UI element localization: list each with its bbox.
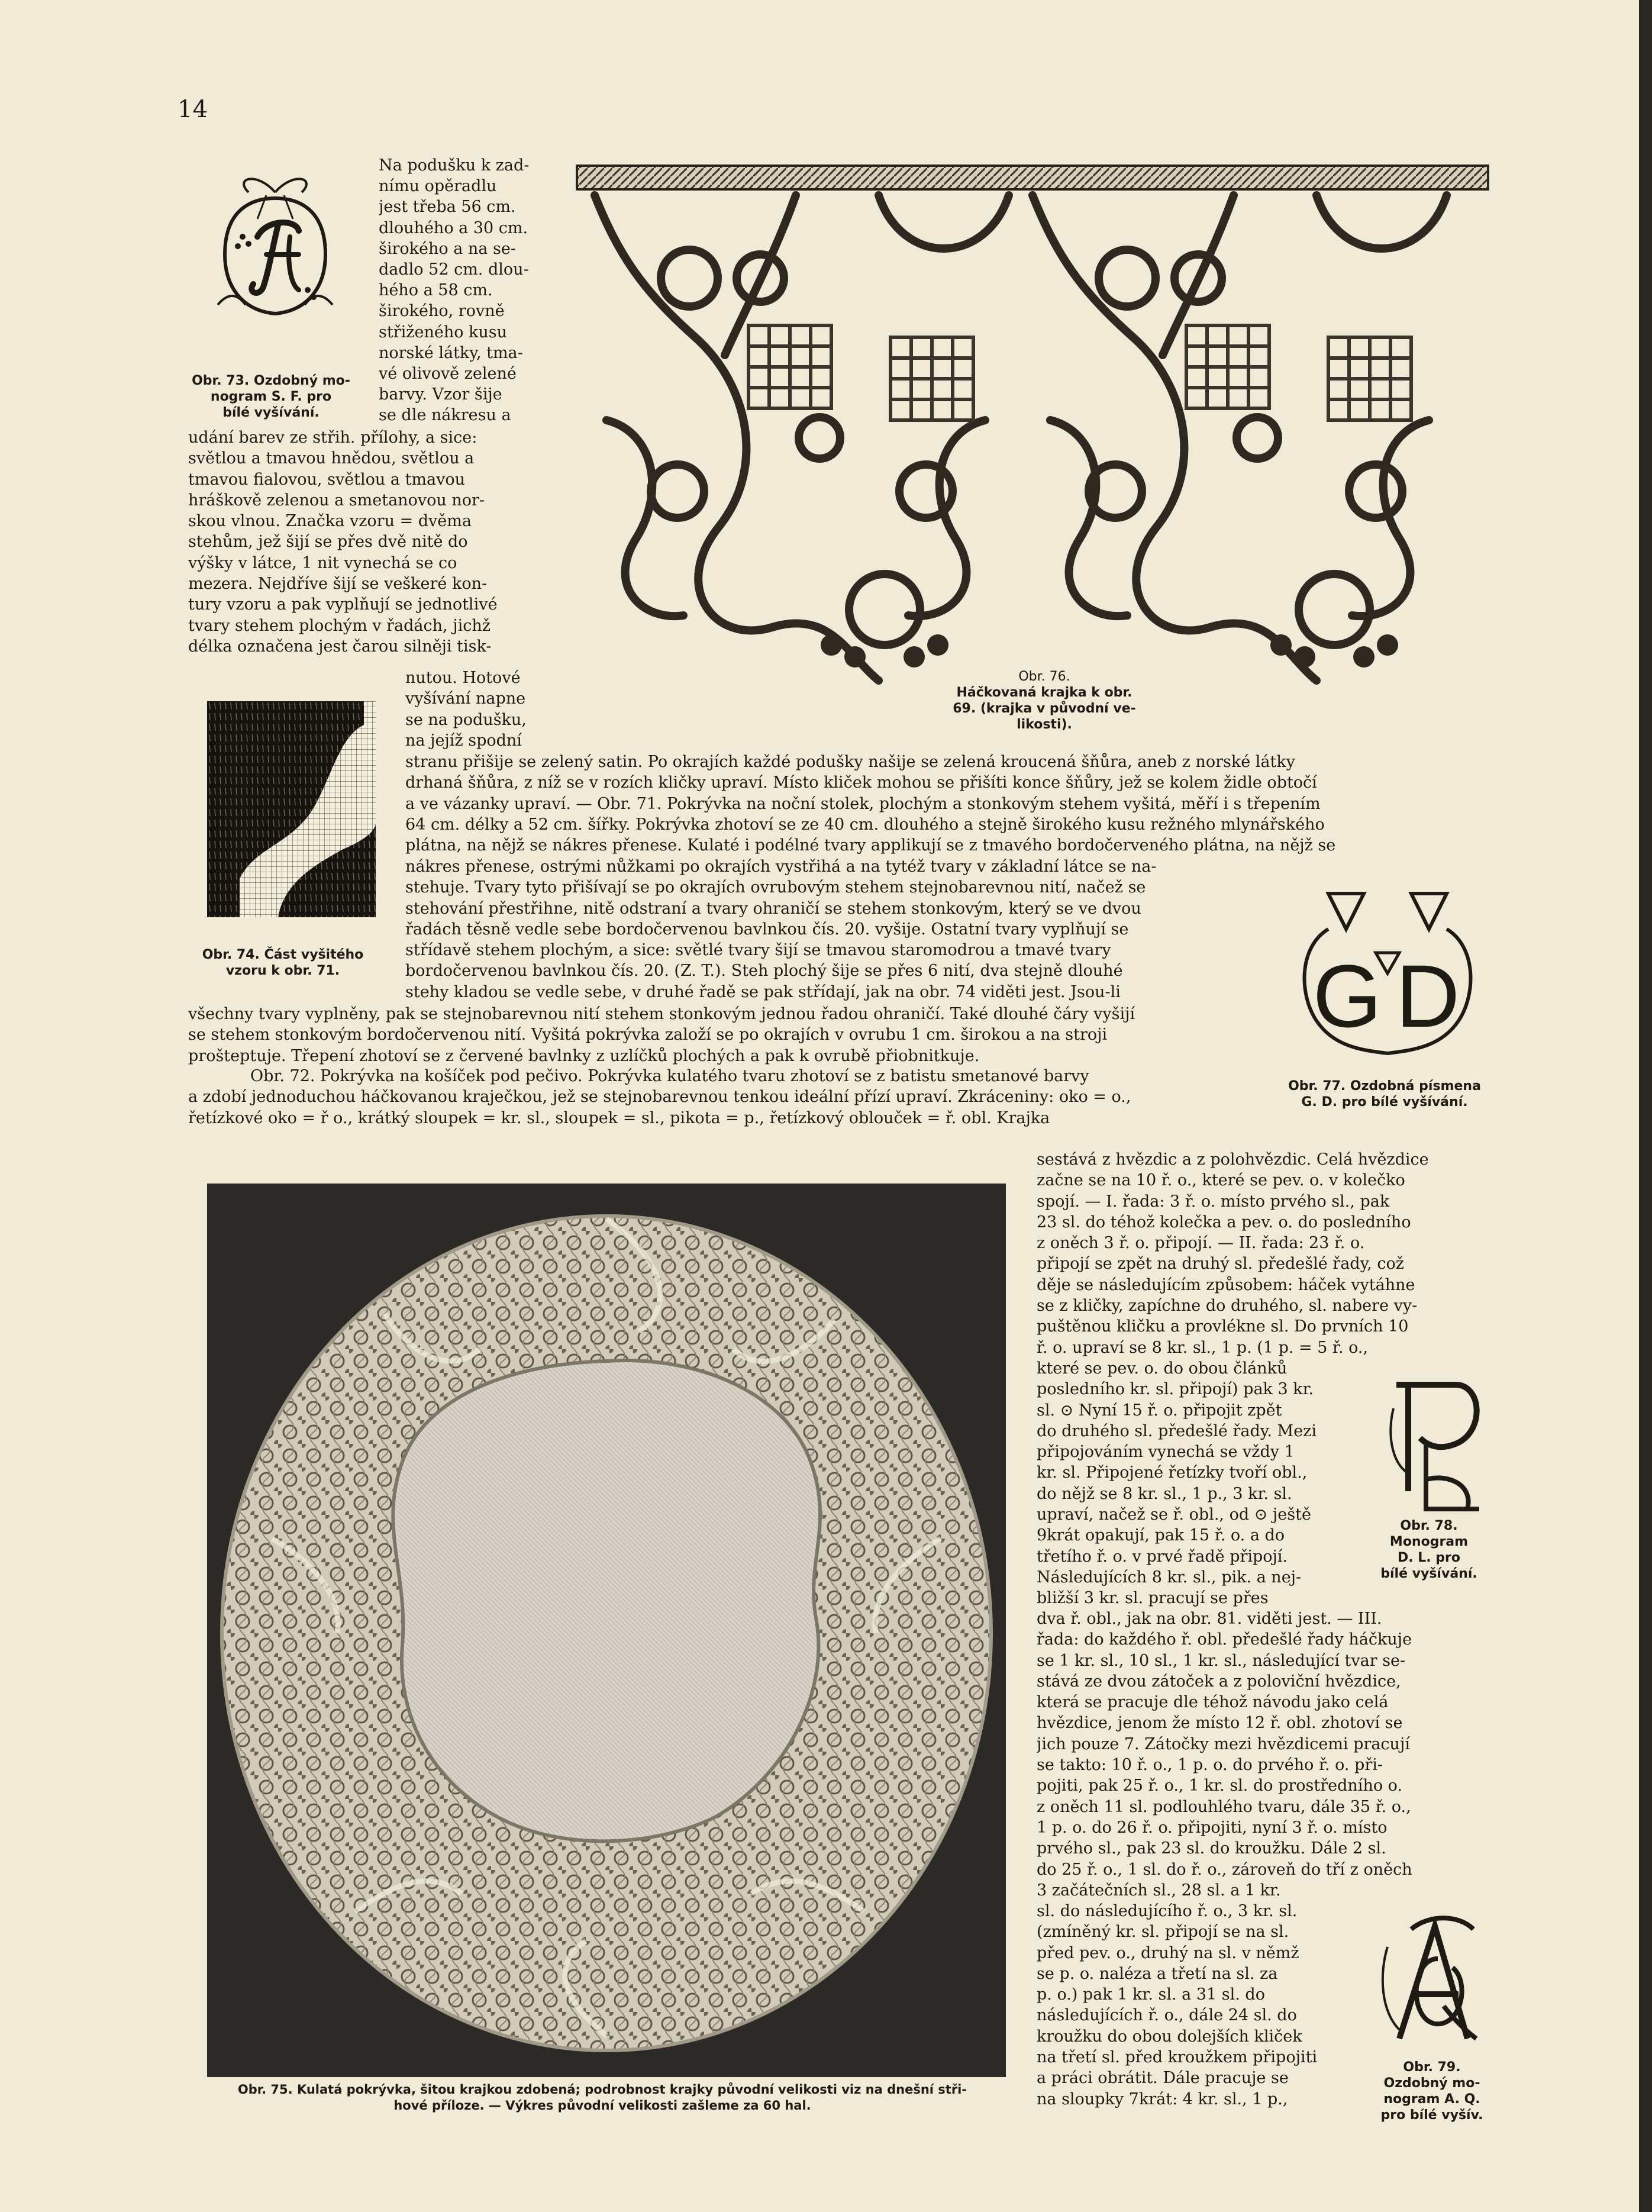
text-line: stává ze dvou zátoček a z poloviční hvězdice, [1037, 1672, 1401, 1691]
text-line: a zdobí jednoduchou háčkovanou kraječkou, jež se stejnobarevnou tenkou ideální přízí upraví. Zkráceniny: oko = o., [188, 1088, 1131, 1107]
text-line: upraví, načež se ř. obl., od ⊙ ještě [1037, 1505, 1311, 1524]
caption-line: Obr. 78. [1400, 1518, 1458, 1533]
caption-line: Obr. 77. Ozdobná písmena [1288, 1079, 1481, 1094]
caption-line: Obr. 73. Ozdobný mo- [192, 373, 350, 388]
text-line: hvězdice, jenom že místo 12 ř. obl. zhotoví se [1037, 1714, 1403, 1733]
text-line: jest třeba 56 cm. [379, 198, 516, 217]
fig74-caption [194, 947, 372, 979]
text-block-mid-a [405, 856, 1263, 1002]
text-line: se takto: 10 ř. o., 1 p. o. do prvého ř. o. při- [1037, 1756, 1383, 1775]
text-line: hého a 58 cm. [379, 281, 493, 300]
text-line: 3 začátečních sl., 28 sl. a 1 kr. [1037, 1881, 1281, 1900]
text-column-r3 [1037, 1608, 1486, 1901]
text-line: dadlo 52 cm. dlou- [379, 260, 529, 279]
text-line: puštěnou kličku a provlékne sl. Do prvních 10 [1037, 1317, 1409, 1336]
text-line: udání barev ze střih. přílohy, a sice: [188, 428, 477, 447]
fig78-caption [1367, 1518, 1491, 1582]
fig77-caption [1284, 1078, 1485, 1110]
text-line: a práci obrátit. Dále pracuje se [1037, 2069, 1289, 2088]
caption-line: Obr. 74. Část vyšitého [202, 947, 364, 962]
caption-line: G. D. pro bílé vyšívání. [1301, 1095, 1468, 1110]
text-line: širokého, rovně [379, 302, 505, 321]
fig75-caption [188, 2082, 1017, 2114]
text-line: následujících ř. o., dále 24 sl. do [1037, 2006, 1297, 2025]
text-line: tmavou fialovou, světlou a tmavou [188, 470, 466, 489]
text-column-r2 [1037, 1358, 1359, 1609]
text-column-a [379, 155, 535, 426]
text-line: se dle nákresu a [379, 406, 511, 425]
text-line: prošteptuje. Třepení zhotoví se z červené bavlnky z uzlíčků plochých a pak k ovrubě přiobnitkuje. [188, 1046, 980, 1065]
text-line: stehuje. Tvary tyto přišívají se po okrajích ovrubovým stehem stejnobarevnou nití, načež se [405, 878, 1146, 897]
text-line: Následujících 8 kr. sl., pik. a nej- [1037, 1568, 1302, 1587]
gd-letter: D [1395, 946, 1460, 1046]
text-line: mezera. Nejdříve šijí se veškeré kon- [188, 575, 488, 594]
text-column-r4 [1037, 1901, 1356, 2110]
text-line: jich pouze 7. Zátočky mezi hvězdicemi pracují [1037, 1734, 1410, 1753]
fig73-caption [188, 373, 354, 421]
text-line: 1 p. o. do 26 ř. o. připojiti, nyní 3 ř. o. místo [1037, 1818, 1388, 1837]
page-number: 14 [178, 96, 208, 123]
caption-line: Obr. 76. [1018, 669, 1070, 684]
text-line: střiženého kusu [379, 323, 508, 341]
text-line: se stehem stonkovým bordočervenou nití. Vyšitá pokrývka založí se po okrajích v ovrubu 1 cm. širokou a na stroji [188, 1026, 1108, 1044]
text-line: stehování přestřihne, nitě odstraní a tvary ohraničí se stehem stonkovým, který se ve dvou [405, 899, 1141, 918]
text-line: kr. sl. Připojené řetízky tvoří obl., [1037, 1463, 1308, 1482]
text-line: a ve vázanky upraví. — Obr. 71. Pokrývka na noční stolek, plochým a stonkovým stehem vyšitá, měří i s třepením [405, 794, 1321, 813]
caption-line: nogram A. Q. [1383, 2092, 1480, 2107]
text-line: na sloupky 7krát: 4 kr. sl., 1 p., [1037, 2090, 1288, 2108]
text-line: skou vlnou. Značka vzoru = dvěma [188, 512, 472, 531]
text-line: stranu přišije se zelený satin. Po okrajích každé podušky našije se zelená kroucená šňůra, aneb z norské látky [405, 753, 1295, 771]
text-line: plátna, na nějž se nákres přenese. Kulaté i podélné tvary applikují se z tmavého bordočerveného plátna, na nějž se [405, 836, 1336, 855]
text-line: stehům, jež šijí se přes dvě nitě do [188, 533, 468, 552]
text-line: sl. ⊙ Nyní 15 ř. o. připojit zpět [1037, 1401, 1282, 1420]
text-line: která se pracuje dle téhož návodu jako celá [1037, 1693, 1389, 1712]
text-line: z oněch 11 sl. podlouhlého tvaru, dále 35 ř. o., [1037, 1797, 1411, 1816]
fig78-monogram-dl [1385, 1373, 1491, 1515]
text-line: 64 cm. délky a 52 cm. šířky. Pokrývka zhotoví se ze 40 cm. dlouhého a stejně širokého kusu režného mlynářského [405, 815, 1325, 834]
text-line: Na podušku k zad- [379, 156, 530, 175]
text-block-full-b [188, 1004, 1262, 1066]
text-line: řadách těsně vedle sebe bordočervenou bavlnkou čís. 20. vyšije. Ostatní tvary vyplňují se [405, 920, 1129, 939]
text-line: p. o.) pak 1 kr. sl. a 31 sl. do [1037, 1985, 1265, 2004]
caption-line: Monogram [1389, 1534, 1469, 1549]
fig73-monogram-sf [201, 166, 349, 331]
text-line: dva ř. obl., jak na obr. 81. viděti jest. — III. [1037, 1610, 1382, 1628]
text-column-b [188, 427, 537, 657]
fig74-embroidery-detail [207, 701, 376, 917]
text-line: drhaná šňůra, z níž se v rozích kličky upraví. Místo kliček mohou se přišíti konce šňůry, jež se kolem židle obtočí [405, 773, 1317, 792]
fig76-caption [935, 669, 1154, 733]
text-line: děje se následujícím způsobem: háček vytáhne [1037, 1275, 1415, 1294]
text-line: všechny tvary vyplněny, pak se stejnobarevnou nití stehem stonkovým jednou řadou ohraničí. Také dlouhé čáry vyšijí [188, 1005, 1135, 1023]
caption-line: pro bílé vyšív. [1380, 2108, 1483, 2123]
text-line: připojí se zpět na druhý sl. předešlé řady, což [1037, 1255, 1405, 1273]
text-line: bližší 3 kr. sl. pracují se přes [1037, 1589, 1269, 1608]
text-line: začne se na 10 ř. o., které se pev. o. v kolečko [1037, 1171, 1405, 1190]
fig79-monogram-aq [1376, 1911, 1491, 2050]
text-line: nímu opěradlu [379, 177, 497, 196]
text-line: třetího ř. o. v prvé řadě připojí. [1037, 1547, 1288, 1566]
fig75-round-lace-cover [207, 1184, 1006, 2077]
text-line: prvého sl., pak 23 sl. do kroužku. Dále 2 sl. [1037, 1839, 1386, 1858]
text-line: ř. o. upraví se 8 kr. sl., 1 p. (1 p. = 5 ř. o., [1037, 1338, 1369, 1357]
caption-line: bílé vyšívání. [1380, 1566, 1477, 1581]
caption-line: D. L. pro [1397, 1550, 1461, 1565]
text-line: střídavě stehem plochým, a sice: světlé tvary šijí se tmavou staromodrou a tmavé tvary [405, 941, 1111, 960]
caption-line: 69. (krajka v původní ve- [953, 701, 1136, 716]
text-column-c [405, 668, 550, 751]
text-line: na jejíž spodní [405, 731, 522, 750]
text-line: vé olivově zelené [379, 365, 517, 383]
text-line: sestává z hvězdic a z polohvězdic. Celá hvězdice [1037, 1150, 1429, 1169]
text-line: se na podušku, [405, 710, 527, 729]
fig77-letters-gd [1293, 876, 1482, 1071]
text-line: výšky v látce, 1 nit vynechá se co [188, 553, 457, 572]
text-line: se z kličky, zapíchne do druhého, sl. nabere vy- [1037, 1297, 1418, 1315]
text-block-full-a [405, 752, 1482, 856]
text-line: širokého a na se- [379, 239, 516, 258]
caption-line: bílé vyšívání. [222, 405, 320, 420]
text-line: barvy. Vzor šije [379, 385, 502, 404]
text-line: dlouhého a 30 cm. [379, 218, 528, 237]
page-edge-shadow [1639, 0, 1652, 2212]
caption-line: Obr. 75. Kulatá pokrývka, šitou krajkou zdobená; podrobnost krajky původní velikosti viz na dnešní stři- [237, 2082, 967, 2097]
text-line: délka označena jest čarou silněji tisk- [188, 637, 492, 656]
text-line: posledního kr. sl. připojí) pak 3 kr. [1037, 1380, 1314, 1399]
text-line: které se pev. o. do obou článků [1037, 1359, 1288, 1378]
text-line: do 25 ř. o., 1 sl. do ř. o., zároveň do tří z oněch [1037, 1860, 1412, 1879]
text-line: kroužku do obou dolejších kliček [1037, 2027, 1302, 2046]
text-line: sl. do následujícího ř. o., 3 kr. sl. [1037, 1902, 1298, 1920]
text-line: před pev. o., druhý na sl. v němž [1037, 1943, 1299, 1962]
text-line: nutou. Hotové [405, 669, 521, 687]
text-line: pojiti, pak 25 ř. o., 1 kr. sl. do prostředního o. [1037, 1776, 1403, 1795]
text-line: řetízkové oko = ř o., krátký sloupek = kr. sl., sloupek = sl., pikota = p., řetízkový oblouček = ř. obl. Krajka [188, 1108, 1050, 1127]
text-block-full-c [188, 1066, 1262, 1128]
text-line: bordočervenou bavlnkou čís. 20. (Z. T.). Steh plochý šije se přes 6 nití, dva stejně dlouhé [405, 962, 1123, 981]
text-line: 23 sl. do téhož kolečka a pev. o. do posledního [1037, 1213, 1411, 1231]
text-line: z oněch 3 ř. o. připojí. — II. řada: 23 ř. o. [1037, 1234, 1365, 1253]
text-line: tvary stehem plochým v řadách, jichž [188, 616, 491, 635]
text-line: do nějž se 8 kr. sl., 1 p., 3 kr. sl. [1037, 1484, 1292, 1503]
text-line: tury vzoru a pak vyplňují se jednotlivé [188, 595, 498, 614]
fig79-caption [1370, 2059, 1494, 2123]
text-line: Obr. 72. Pokrývka na košíček pod pečivo. Pokrývka kulatého tvaru zhotoví se z batistu smetanové barvy [250, 1067, 1089, 1085]
caption-line: Obr. 79. [1403, 2060, 1461, 2075]
text-line: se 1 kr. sl., 10 sl., 1 kr. sl., následující tvar se- [1037, 1651, 1406, 1670]
text-line: spojí. — I. řada: 3 ř. o. místo prvého sl., pak [1037, 1192, 1390, 1211]
text-line: (zmíněný kr. sl. připojí se na sl. [1037, 1923, 1289, 1942]
caption-line: vzoru k obr. 71. [225, 963, 340, 978]
text-line: se p. o. naléza a třetí na sl. za [1037, 1964, 1278, 1983]
text-line: 9krát opakují, pak 15 ř. o. a do [1037, 1526, 1285, 1545]
text-line: do druhého sl. předešlé řady. Mezi [1037, 1421, 1317, 1440]
text-line: hráškově zelenou a smetanovou nor- [188, 491, 485, 510]
caption-line: Ozdobný mo- [1383, 2076, 1480, 2091]
caption-line: Háčkovaná krajka k obr. [956, 685, 1132, 700]
text-column-r1 [1037, 1149, 1486, 1358]
caption-line: hové příloze. — Výkres původní velikosti zašleme za 60 hal. [393, 2098, 811, 2113]
text-line: řada: do každého ř. obl. předešlé řady háčkuje [1037, 1630, 1412, 1649]
text-line: norské látky, tma- [379, 343, 523, 362]
text-line: vyšívání napne [405, 689, 526, 708]
fig76-crochet-lace [571, 160, 1494, 704]
gd-letter: G [1312, 946, 1382, 1046]
text-line: připojováním vynechá se vždy 1 [1037, 1443, 1295, 1462]
text-line: nákres přenese, ostrými nůžkami po okrajích vystřihá a na tytéž tvary v základní látce se na- [405, 857, 1157, 876]
text-line: stehy kladou se vedle sebe, v druhé řadě se pak střídají, jak na obr. 74 viděti jest. Jsou-li [405, 982, 1121, 1001]
caption-line: nogram S. F. pro [210, 389, 332, 404]
text-line: na třetí sl. před kroužkem připojiti [1037, 2048, 1318, 2067]
caption-line: likosti). [1017, 717, 1072, 732]
text-line: světlou a tmavou hnědou, světlou a [188, 449, 475, 468]
